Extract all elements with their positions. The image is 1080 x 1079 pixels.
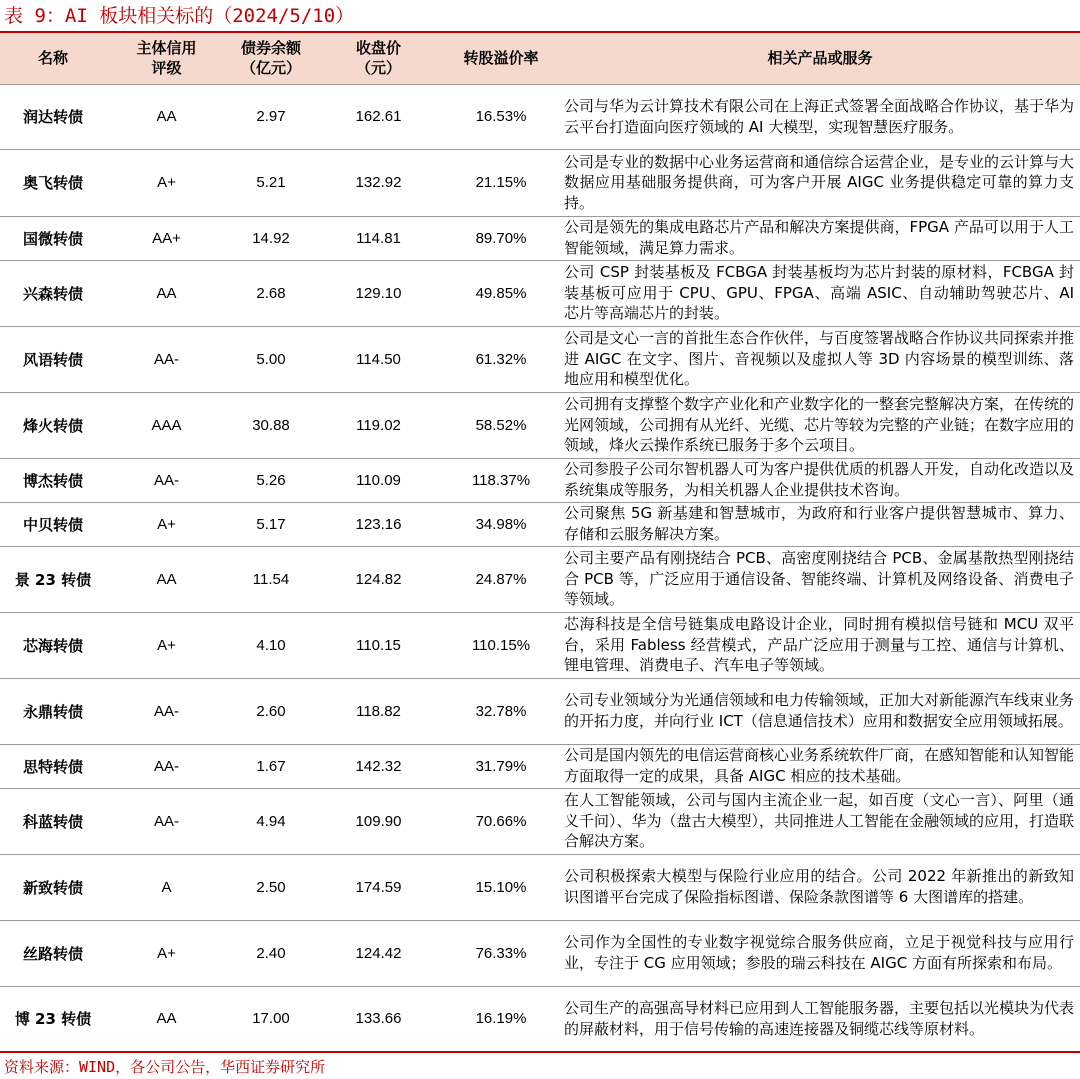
cell-rating: A+ [157, 174, 176, 191]
cell-balance: 2.40 [256, 944, 286, 962]
table-row [0, 986, 1080, 1052]
table-row [0, 84, 1080, 149]
cell-premium: 34.98% [475, 515, 527, 533]
cell-rating: A+ [157, 515, 176, 533]
header-premium: 转股溢价率 [463, 49, 539, 68]
cell-rating: AA [156, 570, 177, 588]
cell-name: 风语转债 [22, 350, 83, 369]
cell-balance: 2.60 [256, 702, 286, 720]
cell-desc: 公司生产的高强高导材料已应用到人工智能服务器，主要包括以光模块为代表的屏蔽材料，用于信号传输的高速连接器及铜缆芯线等原材料。 [564, 999, 1075, 1038]
cell-close: 124.42 [355, 944, 402, 962]
table-row [0, 458, 1080, 502]
header-desc: 相关产品或服务 [767, 49, 873, 68]
cell-premium: 110.15% [471, 636, 531, 654]
source-note: 资料来源：WIND，各公司公告，华西证券研究所 [4, 1058, 326, 1076]
cell-balance: 30.88 [252, 416, 290, 434]
cell-desc: 公司与华为云计算技术有限公司在上海正式签署全面战略合作协议，基于华为云平台打造面向医疗领域的 AI 大模型，实现智慧医疗服务。 [564, 96, 1075, 136]
cell-rating: AA [156, 108, 177, 125]
cell-balance: 4.10 [256, 636, 286, 654]
cell-name: 博 23 转债 [14, 1010, 92, 1029]
cell-desc: 公司是专业的数据中心业务运营商和通信综合运营企业，是专业的云计算与大数据应用基础服务提供商，可为客户开展 AIGC 业务提供稳定可靠的算力支持。 [564, 152, 1075, 212]
table-row [0, 678, 1080, 744]
cell-rating: AA [156, 1010, 177, 1028]
cell-desc: 公司作为全国性的专业数字视觉综合服务供应商，立足于视觉科技与应用行业，专注于 CG 应用领域；参股的瑞云科技在 AIGC 方面有所探索和布局。 [564, 933, 1074, 972]
cell-rating: AA- [153, 812, 179, 830]
cell-premium: 32.78% [475, 702, 527, 720]
cell-close: 118.82 [356, 702, 401, 720]
cell-balance: 5.00 [256, 350, 286, 368]
cell-close: 110.15 [356, 636, 401, 654]
bond-table [0, 33, 1080, 1053]
cell-desc: 公司拥有支撑整个数字产业化和产业数字化的一整套完整解决方案，在传统的光网领域，公司拥有从光纤、光缆、芯片等较为完整的产业链；在数字应用的领域，烽火云操作系统已服务于多个云项目。 [564, 395, 1075, 455]
table-row [0, 216, 1080, 260]
cell-name: 永鼎转债 [22, 702, 83, 721]
cell-balance: 17.00 [252, 1010, 290, 1028]
cell-desc: 公司是领先的集成电路芯片产品和解决方案提供商，FPGA 产品可以用于人工智能领域，满足算力需求。 [564, 218, 1074, 257]
cell-close: 124.82 [355, 570, 402, 588]
cell-name: 思特转债 [22, 757, 83, 776]
cell-rating: AA+ [152, 229, 181, 247]
cell-desc: 公司主要产品有刚挠结合 PCB、高密度刚挠结合 PCB、金属基散热型刚挠结合 PCB 等，广泛应用于通信设备、智能终端、计算机及网络设备、消费电子等领域。 [564, 549, 1074, 609]
cell-rating: AA [156, 284, 177, 302]
cell-balance: 5.17 [256, 515, 286, 533]
cell-premium: 118.37% [471, 471, 531, 489]
table-row [0, 392, 1080, 458]
table-row [0, 612, 1080, 678]
cell-rating: A [161, 878, 172, 896]
cell-name: 新致转债 [22, 878, 83, 897]
header-balance: 债券余额 （亿元） [240, 39, 301, 78]
cell-balance: 11.54 [252, 570, 290, 588]
table-row [0, 502, 1080, 546]
cell-close: 114.50 [356, 350, 401, 368]
cell-rating: AAA [151, 416, 182, 434]
cell-name: 国微转债 [22, 229, 83, 248]
cell-balance: 14.92 [252, 229, 290, 247]
cell-close: 123.16 [355, 515, 402, 533]
table-row [0, 546, 1080, 612]
table-row [0, 744, 1080, 788]
cell-name: 科蓝转债 [22, 812, 83, 831]
cell-desc: 公司是国内领先的电信运营商核心业务系统软件厂商，在感知智能和认知智能方面取得一定的成果，具备 AIGC 相应的技术基础。 [564, 746, 1075, 785]
header-close: 收盘价 （元） [355, 39, 401, 78]
table-row [0, 260, 1080, 326]
cell-name: 景 23 转债 [14, 570, 92, 589]
header-rating: 主体信用 评级 [136, 39, 197, 78]
cell-premium: 89.70% [475, 229, 527, 247]
cell-close: 109.90 [355, 812, 402, 830]
cell-name: 兴森转债 [22, 284, 83, 303]
table-header-row [0, 33, 1080, 84]
cell-rating: AA- [153, 471, 179, 489]
cell-desc: 芯海科技是全信号链集成电路设计企业，同时拥有模拟信号链和 MCU 双平台，采用 Fabless 经营模式，产品广泛应用于测量与工控、通信与计算机、锂电管理、消费电子、汽车电子等领域。 [564, 615, 1074, 675]
cell-rating: A+ [157, 944, 176, 962]
cell-desc: 公司参股子公司尔智机器人可为客户提供优质的机器人开发，自动化改造以及系统集成等服务，为相关机器人企业提供技术咨询。 [564, 460, 1075, 499]
cell-rating: AA- [153, 757, 179, 775]
header-name: 名称 [37, 49, 68, 68]
cell-close: 132.92 [355, 174, 402, 191]
cell-premium: 49.85% [475, 284, 527, 302]
cell-close: 129.10 [355, 284, 402, 302]
cell-close: 142.32 [355, 757, 402, 775]
cell-balance: 4.94 [256, 812, 286, 830]
cell-desc: 在人工智能领域，公司与国内主流企业一起，如百度（文心一言）、阿里（通义千问）、华为（盘古大模型），共同推进人工智能在金融领域的应用，打造联合解决方案。 [564, 791, 1075, 851]
cell-rating: AA- [153, 350, 179, 368]
cell-premium: 61.32% [475, 350, 527, 368]
table-row [0, 149, 1080, 216]
cell-balance: 5.21 [256, 174, 286, 191]
cell-premium: 16.19% [475, 1010, 527, 1028]
table-title: 表 9：AI 板块相关标的（2024/5/10） [4, 5, 355, 27]
cell-name: 丝路转债 [22, 944, 83, 963]
table-row [0, 854, 1080, 920]
table-row [0, 920, 1080, 986]
cell-name: 烽火转债 [22, 416, 83, 435]
cell-name: 芯海转债 [22, 636, 83, 655]
cell-rating: AA- [153, 702, 179, 720]
cell-desc: 公司是文心一言的首批生态合作伙伴，与百度签署战略合作协议共同探索并推进 AIGC 在文字、图片、音视频以及虚拟人等 3D 内容场景的模型训练、落地应用和模型优化。 [564, 329, 1075, 389]
cell-name: 中贝转债 [22, 515, 83, 534]
cell-balance: 1.67 [256, 757, 286, 775]
cell-close: 119.02 [356, 416, 401, 434]
cell-close: 114.81 [356, 229, 401, 247]
cell-close: 133.66 [355, 1010, 402, 1028]
cell-balance: 5.26 [256, 471, 286, 489]
cell-rating: A+ [157, 636, 176, 654]
cell-desc: 公司 CSP 封装基板及 FCBGA 封装基板均为芯片封装的原材料，FCBGA 封装基板可应用于 CPU、GPU、FPGA、高端 ASIC、自动辅助驾驶芯片、AI 芯片等高端芯片的封装。 [564, 263, 1074, 323]
cell-close: 162.61 [355, 108, 402, 125]
cell-premium: 24.87% [475, 570, 527, 588]
cell-desc: 公司积极探索大模型与保险行业应用的结合。公司 2022 年新推出的新致知识图谱平台完成了保险指标图谱、保险条款图谱等 6 大图谱库的搭建。 [564, 867, 1074, 906]
cell-close: 110.09 [356, 471, 401, 489]
cell-premium: 21.15% [475, 174, 527, 191]
cell-premium: 58.52% [475, 416, 527, 434]
cell-close: 174.59 [355, 878, 402, 896]
cell-balance: 2.50 [256, 878, 286, 896]
cell-premium: 70.66% [475, 812, 527, 830]
cell-desc: 公司聚焦 5G 新基建和智慧城市，为政府和行业客户提供智慧城市、算力、存储和云服务解决方案。 [564, 504, 1074, 543]
cell-premium: 16.53% [475, 108, 527, 125]
cell-desc: 公司专业领域分为光通信领域和电力传输领域，正加大对新能源汽车线束业务的开拓力度，并向行业 ICT（信息通信技术）应用和数据安全应用领域拓展。 [564, 691, 1075, 730]
cell-premium: 76.33% [475, 944, 527, 962]
cell-premium: 31.79% [475, 757, 527, 775]
cell-balance: 2.68 [256, 284, 286, 302]
cell-premium: 15.10% [475, 878, 527, 896]
table-row [0, 326, 1080, 392]
cell-name: 奥飞转债 [22, 174, 83, 192]
cell-name: 博杰转债 [22, 471, 83, 490]
table-row [0, 788, 1080, 854]
cell-name: 润达转债 [22, 108, 83, 126]
cell-balance: 2.97 [256, 108, 286, 125]
